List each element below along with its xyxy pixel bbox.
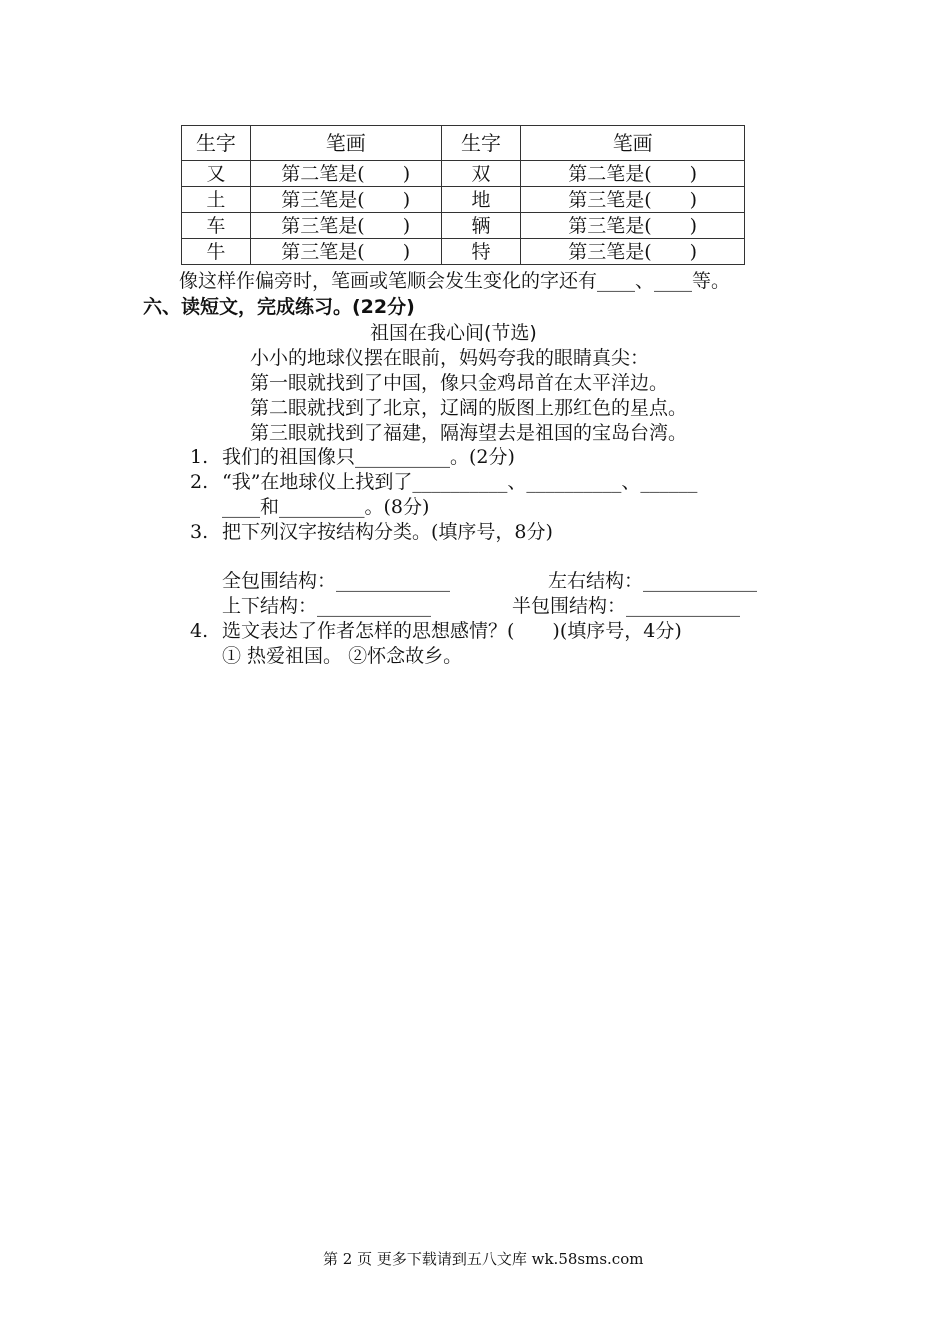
question-number: 3. bbox=[190, 521, 209, 543]
table-row bbox=[182, 161, 745, 187]
question-2 bbox=[190, 467, 697, 494]
question-4-options: ① 热爱祖国。 ②怀念故乡。 bbox=[222, 645, 463, 667]
structure-left-right: 左右结构：____________ bbox=[548, 570, 758, 592]
table-cell: 第三笔是( ) bbox=[521, 187, 745, 213]
question-text: 选文表达了作者怎样的思想感情？( )(填序号，4分) bbox=[222, 620, 682, 642]
question-3 bbox=[190, 517, 553, 544]
page-footer: 第 2 页 更多下载请到五八文库 wk.58sms.com bbox=[323, 1250, 644, 1268]
table-header-row bbox=[182, 126, 745, 161]
table-cell: 辆 bbox=[441, 213, 521, 239]
header-cell: 生字 bbox=[182, 126, 251, 161]
followup-question: 像这样作偏旁时，笔画或笔顺会发生变化的字还有____、____等。 bbox=[179, 270, 731, 292]
table-cell: 双 bbox=[441, 161, 521, 187]
question-number: 4. bbox=[190, 620, 209, 642]
header-cell: 笔画 bbox=[250, 126, 441, 161]
question-text: 我们的祖国像只__________。(2分) bbox=[222, 446, 515, 468]
table-cell: 土 bbox=[182, 187, 251, 213]
question-1 bbox=[190, 442, 515, 469]
section-heading: 六、读短文，完成练习。(22分) bbox=[143, 296, 415, 318]
poem-line: 小小的地球仪摆在眼前，妈妈夸我的眼睛真尖： bbox=[250, 347, 650, 369]
structure-full-enclosure: 全包围结构：____________ bbox=[222, 570, 451, 592]
poem-title: 祖国在我心间(节选) bbox=[370, 322, 537, 344]
table-cell: 牛 bbox=[182, 239, 251, 265]
header-cell: 笔画 bbox=[521, 126, 745, 161]
table-row bbox=[182, 187, 745, 213]
poem-line: 第三眼就找到了福建，隔海望去是祖国的宝岛台湾。 bbox=[250, 422, 688, 444]
header-cell: 生字 bbox=[441, 126, 521, 161]
table-cell: 第三笔是( ) bbox=[250, 213, 441, 239]
poem-line: 第二眼就找到了北京，辽阔的版图上那红色的星点。 bbox=[250, 397, 688, 419]
question-number: 1. bbox=[190, 446, 209, 468]
table-row bbox=[182, 239, 745, 265]
table-cell: 第三笔是( ) bbox=[521, 213, 745, 239]
table-row bbox=[182, 213, 745, 239]
table-cell: 第二笔是( ) bbox=[250, 161, 441, 187]
stroke-table bbox=[181, 125, 745, 265]
question-number: 2. bbox=[190, 471, 209, 493]
table-cell: 第二笔是( ) bbox=[521, 161, 745, 187]
table-cell: 第三笔是( ) bbox=[250, 239, 441, 265]
table-cell: 第三笔是( ) bbox=[250, 187, 441, 213]
question-text: “我”在地球仪上找到了__________、__________、______ bbox=[222, 471, 698, 493]
table-cell: 车 bbox=[182, 213, 251, 239]
table-cell: 又 bbox=[182, 161, 251, 187]
table-cell: 特 bbox=[441, 239, 521, 265]
question-2-continued: ____和_________。(8分) bbox=[222, 496, 430, 518]
structure-top-bottom: 上下结构：____________ bbox=[222, 595, 432, 617]
table-cell: 第三笔是( ) bbox=[521, 239, 745, 265]
table-cell: 地 bbox=[441, 187, 521, 213]
question-text: 把下列汉字按结构分类。(填序号，8分) bbox=[222, 521, 553, 543]
question-4 bbox=[190, 616, 682, 643]
structure-half-enclosure: 半包围结构：____________ bbox=[512, 595, 741, 617]
poem-line: 第一眼就找到了中国，像只金鸡昂首在太平洋边。 bbox=[250, 372, 669, 394]
